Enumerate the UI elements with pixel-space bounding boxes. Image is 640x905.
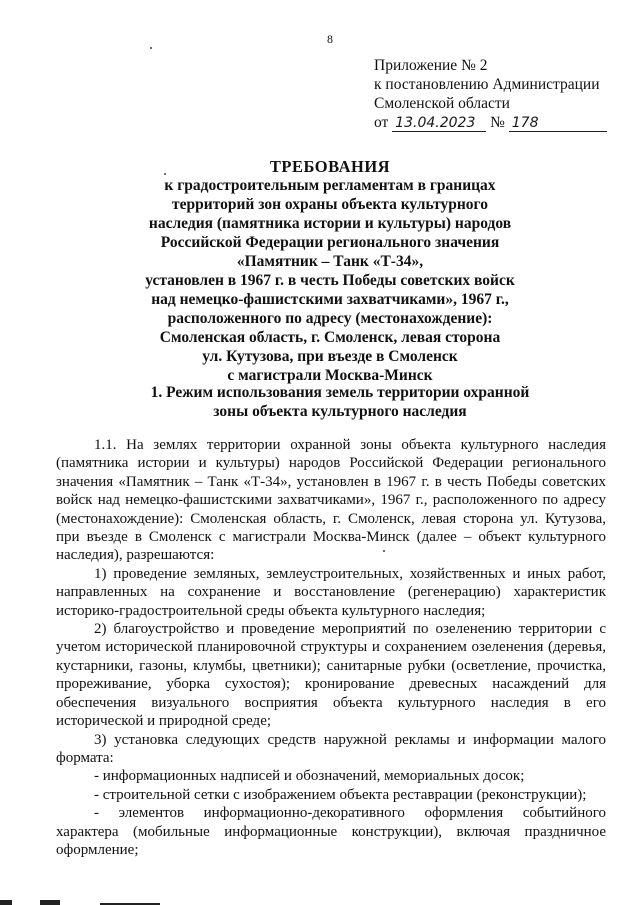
- title-line: «Памятник – Танк «Т-34»,: [236, 253, 424, 270]
- list-item-3: 3) установка следующих средств наружной рекламы и информации малого формата:: [56, 731, 606, 766]
- number-prefix: №: [490, 114, 505, 131]
- scan-speck: [164, 173, 166, 175]
- title-line: Российской Федерации регионального значения: [160, 234, 500, 251]
- annex-date-line: [374, 113, 607, 132]
- sub-item-mesh: - строительной сетки с изображением объекта реставрации (реконструкции);: [94, 786, 587, 803]
- title-line: Смоленская область, г. Смоленск, левая сторона: [159, 329, 501, 346]
- list-item-1: 1) проведение земляных, землеустроительных, хозяйственных и иных работ, направленных на сохранение и восстановление (регенерацию) характеристик историко-градостроительной среды объекта культурного наследия;: [56, 565, 606, 619]
- annex-line-3: Смоленской области: [374, 95, 510, 112]
- annex-line-2: к постановлению Администрации: [374, 76, 600, 93]
- title-heading: ТРЕБОВАНИЯ: [269, 157, 391, 176]
- title-line: установлен в 1967 г. в честь Победы советских войск: [145, 272, 515, 289]
- body-text: [56, 436, 606, 859]
- paragraph-1-1: 1.1. На землях территории охранной зоны объекта культурного наследия (памятника истории и культуры) народов Российской Федерации регионального значения «Памятник – Танк «Т-34», установлен в 1967 г. в честь Победы советских войск над немецко-фашистскими захватчиками», 1967 г., расположенного по адресу (местонахождение): Смоленская область, г. Смоленск, левая сторона ул. Кутузова, при въезде в Смоленск с магистрали Москва-Минск (далее – объект культурного наследия), разрешаются:: [56, 437, 606, 564]
- title-line: над немецко-фашистскими захватчиками», 1967 г.,: [151, 291, 509, 308]
- scan-speck: [383, 550, 385, 552]
- section-heading-line-1: 1. Режим использования земель территории охранной: [150, 384, 530, 401]
- sub-item-plaques: - информационных надписей и обозначений, мемориальных досок;: [94, 768, 525, 785]
- handwritten-number: 178: [509, 116, 607, 132]
- title-line: к градостроительным регламентам в границах: [164, 177, 496, 194]
- date-prefix: от: [374, 114, 389, 131]
- title-line: наследия (памятника истории и культуры) народов: [148, 215, 512, 232]
- handwritten-date: 13.04.2023: [392, 116, 486, 132]
- sub-item-decor: - элементов информационно-декоративного оформления событийного характера (мобильные информационные конструкции), включая праздничное оформление;: [56, 805, 606, 858]
- scan-speck: [150, 47, 152, 49]
- document-title: [100, 157, 560, 385]
- section-heading-line-2: зоны объекта культурного наследия: [213, 403, 467, 420]
- title-line: с магистрали Москва-Минск: [227, 367, 433, 384]
- annex-block: [374, 56, 607, 132]
- section-heading: [100, 383, 580, 421]
- title-line: расположенного по адресу (местонахождение):: [167, 310, 493, 327]
- title-line: территорий зон охраны объекта культурного: [172, 196, 488, 213]
- title-line: ул. Кутузова, при въезде в Смоленск: [202, 348, 458, 365]
- scan-edge-marks: [0, 899, 640, 905]
- list-item-2: 2) благоустройство и проведение мероприятий по озеленению территории с учетом исторической планировочной структуры и сохранением озеленения (деревья, кустарники, газоны, клумбы, цветники); санитарные рубки (осветление, прочистка, прореживание, уборка сухостоя); кронирование древесных насаждений для обеспечения визуального восприятия объекта культурного наследия в его исторической и природной среде;: [56, 621, 606, 730]
- annex-line-1: Приложение № 2: [374, 57, 488, 74]
- page-number: 8: [327, 32, 333, 46]
